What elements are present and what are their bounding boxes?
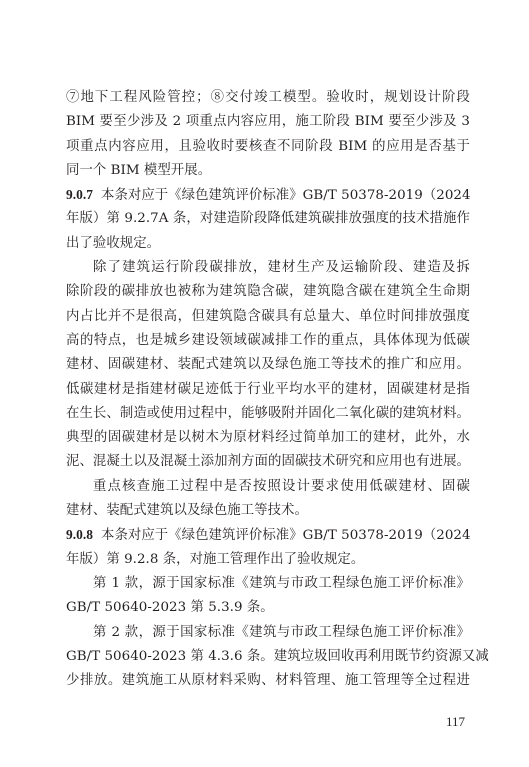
line-text: 除了建筑运行阶段碳排放，建材生产及运输阶段、建造及拆 (93, 260, 470, 276)
clause-number: 9.0.7 (66, 187, 94, 203)
line-text: 第 1 款，源于国家标准《建筑与市政工程绿色施工评价标准》 (93, 575, 470, 591)
line-text: 第 2 款，源于国家标准《建筑与市政工程绿色施工评价标准》 (93, 624, 470, 640)
text-line (66, 475, 470, 499)
text-line (66, 159, 470, 183)
text-line (66, 402, 470, 426)
text-line (66, 548, 470, 572)
clause-number: 9.0.8 (66, 527, 94, 543)
line-text: 本条对应于《绿色建筑评价标准》GB/T 50378-2019（2024 (101, 528, 471, 544)
line-text: 泥、混凝土以及混凝土添加剂方面的固碳技术研究和应用也有进展。 (66, 454, 470, 470)
text-line (66, 110, 470, 134)
line-text: BIM 要至少涉及 2 项重点内容应用，施工阶段 BIM 要至少涉及 3 (66, 114, 470, 130)
page-number: 117 (445, 714, 465, 729)
line-text: 在生长、制造或使用过程中，能够吸附并固化二氧化碳的建筑材料。 (66, 405, 470, 421)
clause-line (66, 523, 470, 547)
text-line (66, 305, 470, 329)
line-text: GB/T 50640-2023 第 5.3.9 条。 (66, 600, 274, 616)
text-line (66, 378, 470, 402)
text-line (66, 426, 470, 450)
line-text: 年版）第 9.2.8 条，对施工管理作出了验收规定。 (66, 551, 365, 567)
line-text: 除阶段的碳排放也被称为建筑隐含碳，建筑隐含碳在建筑全生命期 (66, 284, 470, 300)
text-line (66, 86, 470, 110)
text-line (66, 645, 489, 669)
text-line (66, 669, 470, 693)
text-line (66, 499, 470, 523)
line-text: 年版）第 9.2.7A 条，对建造阶段降低建筑碳排放强度的技术措施作 (66, 211, 470, 227)
line-text: 建材、装配式建筑以及绿色施工等技术。 (66, 503, 308, 519)
line-text: 同一个 BIM 模型开展。 (66, 162, 212, 178)
line-text: 出了验收规定。 (66, 235, 161, 251)
text-line (66, 621, 470, 645)
line-text: 建材、固碳建材、装配式建筑以及绿色施工等技术的推广和应用。 (66, 357, 470, 373)
text-line (66, 232, 470, 256)
text-line (66, 329, 470, 353)
text-line (66, 596, 470, 620)
text-line (66, 450, 470, 474)
line-text: 典型的固碳建材是以树木为原材料经过简单加工的建材，此外，水 (66, 430, 470, 446)
line-text: ⑦地下工程风险管控；⑧交付竣工模型。验收时，规划设计阶段 (66, 90, 470, 105)
clause-line (66, 183, 470, 207)
line-text: 内占比并不是很高，但建筑隐含碳具有总量大、单位时间排放强度 (66, 308, 470, 324)
line-text: 重点核查施工过程中是否按照设计要求使用低碳建材、固碳 (93, 478, 470, 494)
text-line (66, 280, 470, 304)
text-line (66, 135, 470, 159)
body-text (66, 86, 489, 693)
line-text: 低碳建材是指建材碳足迹低于行业平均水平的建材，固碳建材是指 (66, 381, 470, 397)
line-text: 高的特点，也是城乡建设领域碳减排工作的重点，具体体现为低碳 (66, 332, 470, 348)
line-text: 项重点内容应用，且验收时要核查不同阶段 BIM 的应用是否基于 (66, 138, 470, 154)
text-line (66, 207, 470, 231)
line-text: GB/T 50640-2023 第 4.3.6 条。建筑垃圾回收再利用既节约资源又减 (66, 648, 489, 664)
text-line (66, 572, 470, 596)
line-text: 少排放。建筑施工从原材料采购、材料管理、施工管理等全过程进 (66, 673, 470, 689)
text-line (66, 256, 470, 280)
text-line (66, 353, 470, 377)
line-text: 本条对应于《绿色建筑评价标准》GB/T 50378-2019（2024 (101, 188, 471, 204)
